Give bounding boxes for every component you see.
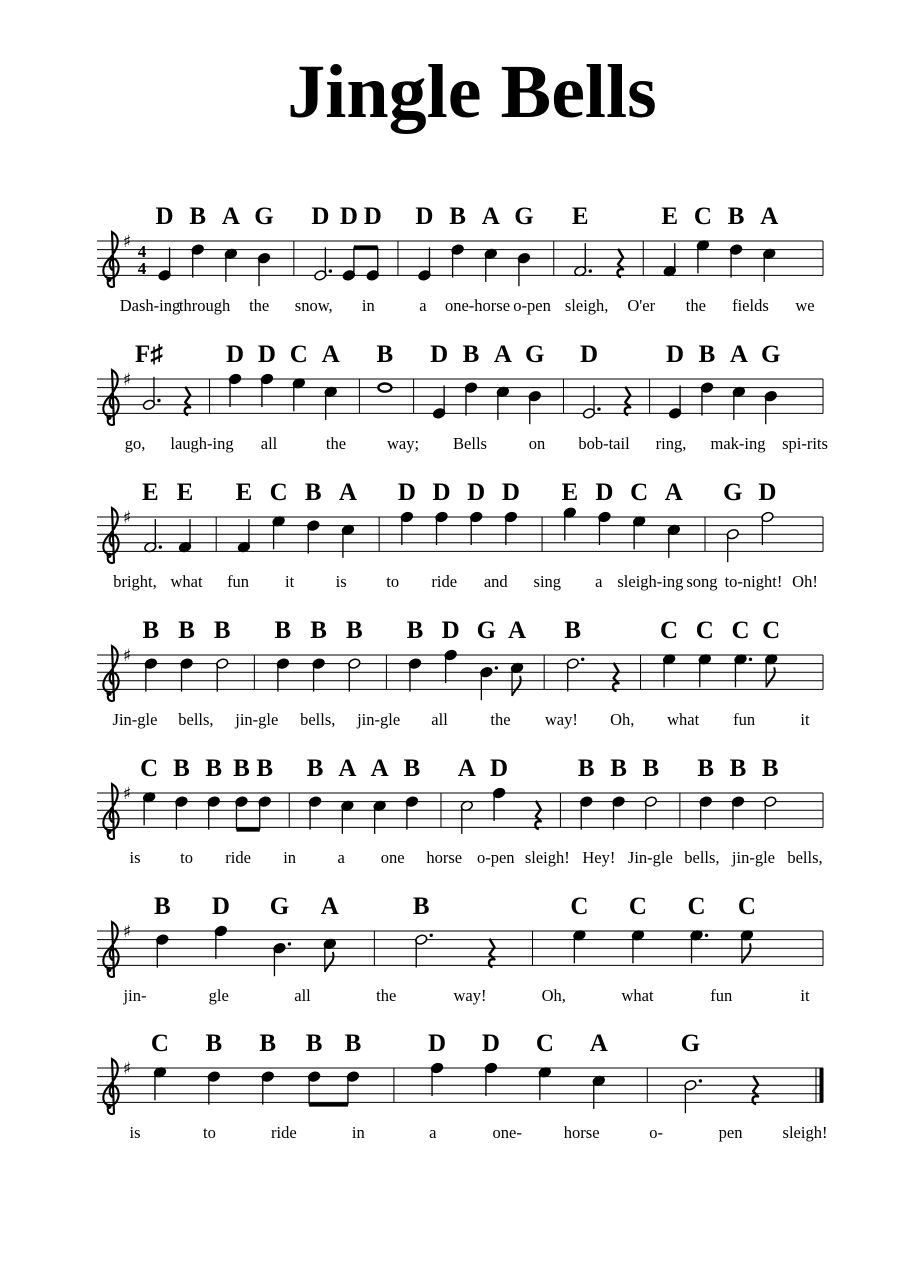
lyric-syllable: way! <box>453 986 487 1005</box>
lyric-syllable: what <box>621 986 654 1005</box>
note-letter: A <box>338 479 357 506</box>
lyric-syllable: fun <box>733 710 756 729</box>
lyric-syllable: what <box>667 710 700 729</box>
note-letter: A <box>760 203 779 230</box>
lyric-syllable: one <box>380 848 405 867</box>
key-signature-sharp: ♯ <box>122 508 132 528</box>
lyric-syllable: sleigh! <box>782 1123 828 1142</box>
lyric-syllable: on <box>528 434 546 453</box>
note-letter: D <box>467 479 486 506</box>
note-letter: B <box>259 1030 277 1057</box>
lyric-syllable: go, <box>124 434 146 453</box>
note-letter: B <box>761 755 779 782</box>
quarter-rest-icon <box>618 249 624 277</box>
note-letter: B <box>564 617 582 644</box>
note-letter: C <box>150 1030 169 1057</box>
note-letter: A <box>321 341 340 368</box>
lyric-syllable: o- <box>649 1123 663 1142</box>
note-letter: B <box>205 755 223 782</box>
key-signature-sharp: ♯ <box>122 784 132 804</box>
lyric-syllable: way; <box>386 434 420 453</box>
note-letter: C <box>628 893 647 920</box>
lyric-syllable: bells, <box>178 710 214 729</box>
augmentation-dot <box>749 658 752 661</box>
augmentation-dot <box>589 269 592 272</box>
note-letter: B <box>376 341 394 368</box>
lyric-syllable: and <box>483 572 508 591</box>
lyric-syllable: bells, <box>684 848 720 867</box>
lyric-syllable: in <box>351 1123 365 1142</box>
lyric-syllable: to <box>203 1123 216 1142</box>
key-signature-sharp: ♯ <box>122 922 132 942</box>
lyric-syllable: mak-ing <box>710 434 766 453</box>
lyric-syllable: is <box>335 572 347 591</box>
lyric-syllable: the <box>325 434 347 453</box>
note-letter: D <box>397 479 416 506</box>
quarter-rest-icon <box>753 1076 759 1104</box>
note-letter: B <box>403 755 421 782</box>
lyric-syllable: to <box>180 848 193 867</box>
lyric-syllable: through <box>178 296 231 315</box>
note-letter: A <box>664 479 683 506</box>
note-letter: C <box>687 893 706 920</box>
staff-system <box>97 617 823 729</box>
note-letter: B <box>698 341 716 368</box>
note-letter: G <box>525 341 545 368</box>
lyric-syllable: O'er <box>627 296 656 315</box>
note-letter: E <box>176 479 194 506</box>
time-signature-bottom: 4 <box>137 259 147 278</box>
lyric-syllable: we <box>795 296 815 315</box>
lyric-syllable: all <box>294 986 311 1005</box>
note-letter: C <box>630 479 649 506</box>
lyric-syllable: ring, <box>655 434 687 453</box>
augmentation-dot <box>430 934 433 937</box>
note-letter: A <box>481 203 500 230</box>
note-letter: D <box>501 479 520 506</box>
note-letter: B <box>142 617 160 644</box>
note-letter: G <box>723 479 743 506</box>
lyric-syllable: horse <box>563 1123 600 1142</box>
treble-clef-icon <box>103 508 118 563</box>
lyric-syllable: to-night! <box>724 572 783 591</box>
lyric-syllable: Oh! <box>792 572 818 591</box>
note-letter: G <box>476 617 497 644</box>
augmentation-dot <box>597 407 600 410</box>
note-letter: B <box>462 341 480 368</box>
note-letter: C <box>535 1030 554 1057</box>
augmentation-dot <box>288 942 291 945</box>
note-letter: D <box>311 203 330 230</box>
lyric-syllable: it <box>285 572 295 591</box>
notehead <box>378 384 391 392</box>
note-letter: B <box>189 203 207 230</box>
note-letter: D <box>339 203 358 230</box>
lyric-syllable: the <box>490 710 511 729</box>
lyric-syllable: horse <box>426 848 463 867</box>
note-letter: D <box>490 755 509 782</box>
quarter-rest-icon <box>535 801 541 829</box>
augmentation-dot <box>495 666 498 669</box>
note-letter: C <box>660 617 679 644</box>
note-letter: D <box>211 893 230 920</box>
note-letter: G <box>254 203 274 230</box>
note-letter: G <box>269 893 290 920</box>
lyric-syllable: in <box>283 848 297 867</box>
lyric-syllable: fun <box>227 572 250 591</box>
lyric-syllable: ride <box>431 572 458 591</box>
note-letter: D <box>441 617 460 644</box>
lyric-syllable: bells, <box>300 710 336 729</box>
note-letter: B <box>345 617 363 644</box>
note-letter: F♯ <box>135 341 163 368</box>
note-letter: C <box>695 617 714 644</box>
clef-dot <box>106 829 111 834</box>
lyric-syllable: jin-gle <box>357 710 401 729</box>
note-letter: D <box>481 1030 500 1057</box>
quarter-rest-icon <box>625 387 631 415</box>
song-title: Jingle Bells <box>287 50 657 134</box>
note-letter: B <box>173 755 190 782</box>
note-letter: E <box>141 479 159 506</box>
note-letter: B <box>233 755 250 782</box>
clef-dot <box>106 1104 111 1109</box>
note-letter: A <box>338 755 357 782</box>
note-letter: B <box>412 893 430 920</box>
eighth-flag <box>742 943 751 963</box>
note-letter: B <box>344 1030 362 1057</box>
note-letter: B <box>304 479 322 506</box>
note-letter: A <box>589 1030 608 1057</box>
quarter-rest-icon <box>613 663 619 691</box>
note-letter: E <box>561 479 579 506</box>
lyric-syllable: sing <box>533 572 562 591</box>
note-letter: A <box>729 341 748 368</box>
augmentation-dot <box>329 269 332 272</box>
note-letter: C <box>731 617 750 644</box>
lyric-syllable: spi-rits <box>782 434 828 453</box>
lyric-syllable: to <box>386 572 400 591</box>
key-signature-sharp: ♯ <box>122 370 132 390</box>
lyric-syllable: one-horse <box>444 296 511 315</box>
augmentation-dot <box>581 658 584 661</box>
score <box>97 203 828 1142</box>
note-letter: G <box>761 341 781 368</box>
treble-clef-icon <box>103 922 118 977</box>
lyric-syllable: it <box>800 986 810 1005</box>
note-letter: D <box>363 203 382 230</box>
clef-dot <box>106 691 111 696</box>
lyric-syllable: laugh-ing <box>170 434 234 453</box>
lyric-syllable: Oh, <box>610 710 635 729</box>
note-letter: D <box>595 479 614 506</box>
lyric-syllable: jin-gle <box>235 710 279 729</box>
lyric-syllable: it <box>800 710 810 729</box>
note-letter: C <box>762 617 781 644</box>
lyric-syllable: gle <box>208 986 229 1005</box>
eighth-flag <box>766 667 775 687</box>
time-signature-top: 4 <box>137 242 147 261</box>
note-letter: A <box>320 893 339 920</box>
lyric-syllable: snow, <box>294 296 333 315</box>
lyric-syllable: pen <box>718 1123 743 1142</box>
note-letter: D <box>428 1030 447 1057</box>
lyric-syllable: in <box>361 296 375 315</box>
note-letter: C <box>737 893 756 920</box>
lyric-syllable: all <box>431 710 448 729</box>
note-letter: B <box>449 203 466 230</box>
augmentation-dot <box>159 545 162 548</box>
key-signature-sharp: ♯ <box>122 1059 132 1079</box>
lyric-syllable: sleigh-ing <box>617 572 684 591</box>
lyric-syllable: jin- <box>123 986 147 1005</box>
treble-clef-icon <box>103 370 118 425</box>
lyric-syllable: o-pen <box>513 296 551 315</box>
note-letter: B <box>310 617 327 644</box>
treble-clef-icon <box>103 646 118 701</box>
note-letter: B <box>256 755 274 782</box>
note-letter: B <box>153 893 171 920</box>
key-signature-sharp: ♯ <box>122 646 132 666</box>
note-letter: C <box>140 755 159 782</box>
clef-dot <box>106 277 111 282</box>
staff-system <box>97 893 823 1005</box>
note-letter: E <box>661 203 679 230</box>
staff-system <box>97 203 823 315</box>
note-letter: C <box>570 893 589 920</box>
note-letter: E <box>571 203 589 230</box>
lyric-syllable: ride <box>225 848 251 867</box>
lyric-syllable: bright, <box>113 572 157 591</box>
lyric-syllable: Bells <box>453 434 487 453</box>
key-signature-sharp: ♯ <box>122 232 132 252</box>
treble-clef-icon <box>103 1059 118 1114</box>
lyric-syllable: Jin-gle <box>627 848 673 867</box>
eighth-flag <box>512 676 521 696</box>
lyric-syllable: a <box>337 848 345 867</box>
lyric-syllable: Jin-gle <box>112 710 158 729</box>
lyric-syllable: one- <box>492 1123 522 1142</box>
lyric-syllable: the <box>685 296 706 315</box>
note-letter: D <box>155 203 174 230</box>
note-letter: B <box>642 755 660 782</box>
lyric-syllable: jin-gle <box>731 848 776 867</box>
lyric-syllable: a <box>595 572 603 591</box>
staff-system <box>97 341 828 453</box>
note-letter: D <box>430 341 449 368</box>
note-letter: D <box>758 479 777 506</box>
note-letter: B <box>178 617 195 644</box>
note-letter: A <box>457 755 476 782</box>
lyric-syllable: what <box>170 572 203 591</box>
staff-system <box>97 1030 827 1142</box>
note-letter: A <box>493 341 512 368</box>
lyric-syllable: Dash-ing <box>119 296 181 315</box>
note-letter: C <box>693 203 712 230</box>
staff-system <box>97 479 823 591</box>
clef-dot <box>106 553 111 558</box>
note-letter: D <box>666 341 685 368</box>
treble-clef-icon <box>103 784 118 839</box>
note-letter: B <box>305 1030 323 1057</box>
treble-clef-icon <box>103 232 118 287</box>
note-letter: A <box>508 617 527 644</box>
note-letter: A <box>370 755 389 782</box>
note-letter: C <box>289 341 308 368</box>
lyric-syllable: ride <box>271 1123 297 1142</box>
lyric-syllable: the <box>376 986 397 1005</box>
lyric-syllable: the <box>249 296 270 315</box>
quarter-rest-icon <box>489 939 495 967</box>
note-letter: B <box>727 203 745 230</box>
staff-system <box>97 755 823 867</box>
lyric-syllable: a <box>419 296 427 315</box>
note-letter: D <box>257 341 276 368</box>
note-letter: C <box>269 479 288 506</box>
augmentation-dot <box>699 1079 702 1082</box>
lyric-syllable: way! <box>544 710 578 729</box>
note-letter: A <box>221 203 240 230</box>
lyric-syllable: a <box>429 1123 437 1142</box>
note-letter: B <box>406 617 424 644</box>
note-letter: E <box>235 479 253 506</box>
augmentation-dot <box>705 934 708 937</box>
note-letter: B <box>577 755 595 782</box>
note-letter: G <box>514 203 534 230</box>
lyric-syllable: bob-tail <box>578 434 630 453</box>
clef-dot <box>106 415 111 420</box>
note-letter: B <box>306 755 324 782</box>
lyric-syllable: song <box>686 572 718 591</box>
lyric-syllable: fields <box>732 296 769 315</box>
lyric-syllable: o-pen <box>476 848 515 867</box>
quarter-rest-icon <box>185 387 191 415</box>
note-letter: B <box>610 755 627 782</box>
lyric-syllable: sleigh! <box>524 848 570 867</box>
note-letter: D <box>226 341 245 368</box>
note-letter: B <box>697 755 715 782</box>
note-letter: B <box>729 755 747 782</box>
note-letter: G <box>680 1030 701 1057</box>
note-letter: D <box>579 341 599 368</box>
note-letter: B <box>205 1030 223 1057</box>
note-letter: D <box>415 203 434 230</box>
note-letter: B <box>274 617 292 644</box>
note-letter: B <box>213 617 231 644</box>
lyric-syllable: Oh, <box>541 986 566 1005</box>
lyric-syllable: fun <box>710 986 733 1005</box>
lyric-syllable: is <box>129 1123 141 1142</box>
augmentation-dot <box>157 399 160 402</box>
lyric-syllable: is <box>129 848 141 867</box>
clef-dot <box>106 967 111 972</box>
lyric-syllable: Hey! <box>582 848 616 867</box>
lyric-syllable: all <box>260 434 278 453</box>
note-letter: D <box>432 479 451 506</box>
lyric-syllable: bells, <box>787 848 823 867</box>
lyric-syllable: sleigh, <box>564 296 609 315</box>
eighth-flag <box>325 952 334 972</box>
